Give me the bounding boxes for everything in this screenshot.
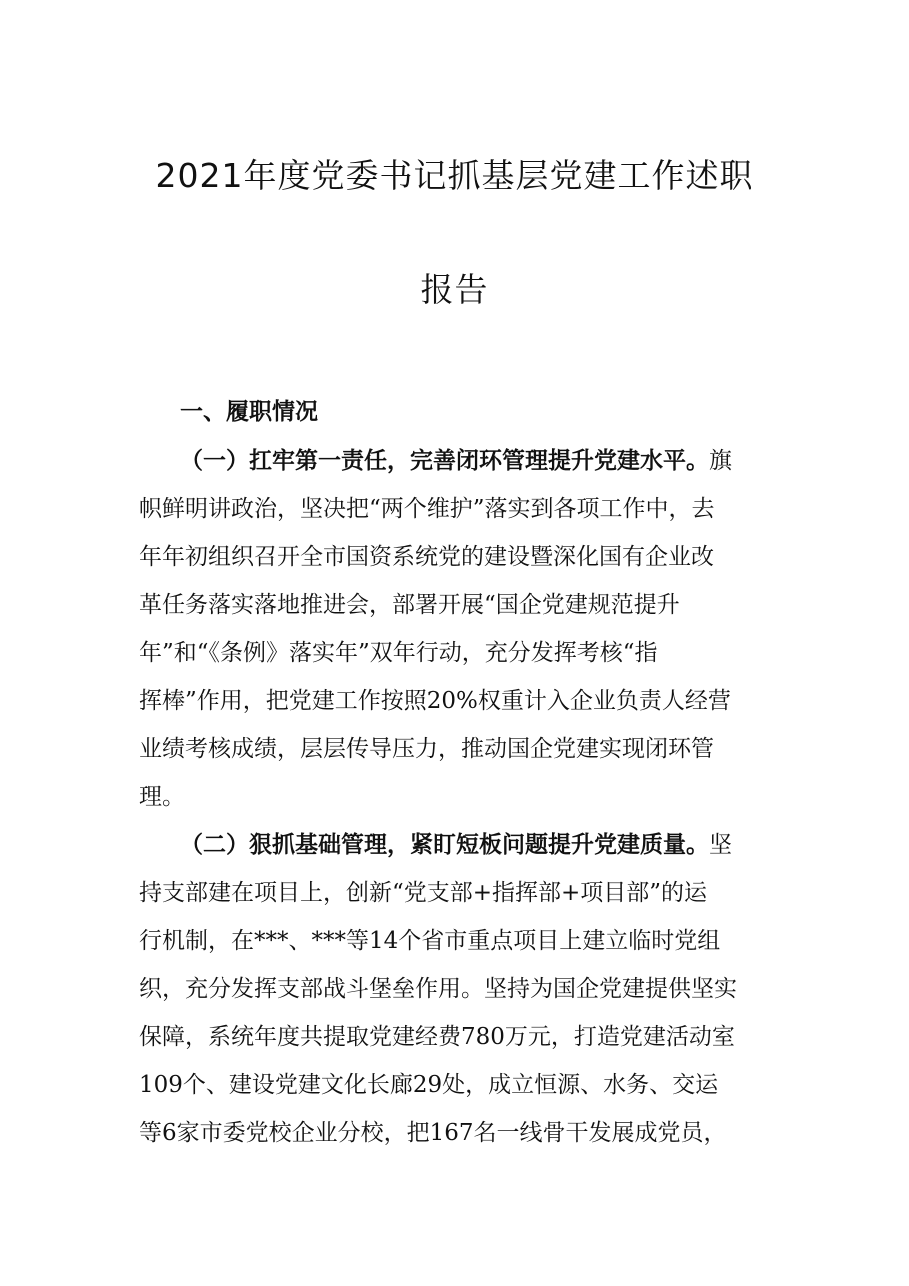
para2-line: 保障，系统年度共提取党建经费780万元，打造党建活动室 (139, 1024, 735, 1050)
para1-line: 业绩考核成绩，层层传导压力，推动国企党建实现闭环管 (139, 736, 714, 762)
para2-line: 行机制，在***、***等14个省市重点项目上建立临时党组 (139, 928, 721, 954)
para2-line: 等6家市委党校企业分校，把167名一线骨干发展成党员， (139, 1120, 727, 1146)
para1-line: 年”和“《条例》落实年”双年行动，充分发挥考核“指 (139, 640, 658, 666)
document-title-line-1: 2021年度党委书记抓基层党建工作述职 (155, 156, 754, 195)
para1-lead-bold: （一）扛牢第一责任，完善闭环管理提升党建水平。 (180, 447, 709, 474)
para2-lead-bold: （二）狠抓基础管理，紧盯短板问题提升党建质量。 (180, 831, 709, 858)
para1-line: 挥棒”作用，把党建工作按照20%权重计入企业负责人经营 (139, 688, 731, 714)
para2-line: 持支部建在项目上，创新“党支部+指挥部+项目部”的运 (139, 880, 708, 906)
para1-line: 革任务落实落地推进会，部署开展“国企党建规范提升 (139, 592, 680, 618)
para2-line: 109个、建设党建文化长廊29处，成立恒源、水务、交运 (139, 1072, 719, 1098)
para1-line: 理。 (139, 784, 185, 810)
para1-lead-rest: 旗 (709, 448, 732, 474)
para1-first-line (180, 446, 732, 476)
document-title-line-2: 报告 (420, 270, 489, 309)
section-heading: 一、履职情况 (180, 398, 318, 425)
para1-line: 年年初组织召开全市国资系统党的建设暨深化国有企业改 (139, 544, 714, 570)
para1-line: 帜鲜明讲政治，坚决把“两个维护”落实到各项工作中，去 (139, 496, 715, 522)
para2-first-line (180, 830, 732, 860)
para2-line: 织，充分发挥支部战斗堡垒作用。坚持为国企党建提供坚实 (139, 976, 737, 1002)
para2-lead-rest: 坚 (709, 832, 732, 858)
